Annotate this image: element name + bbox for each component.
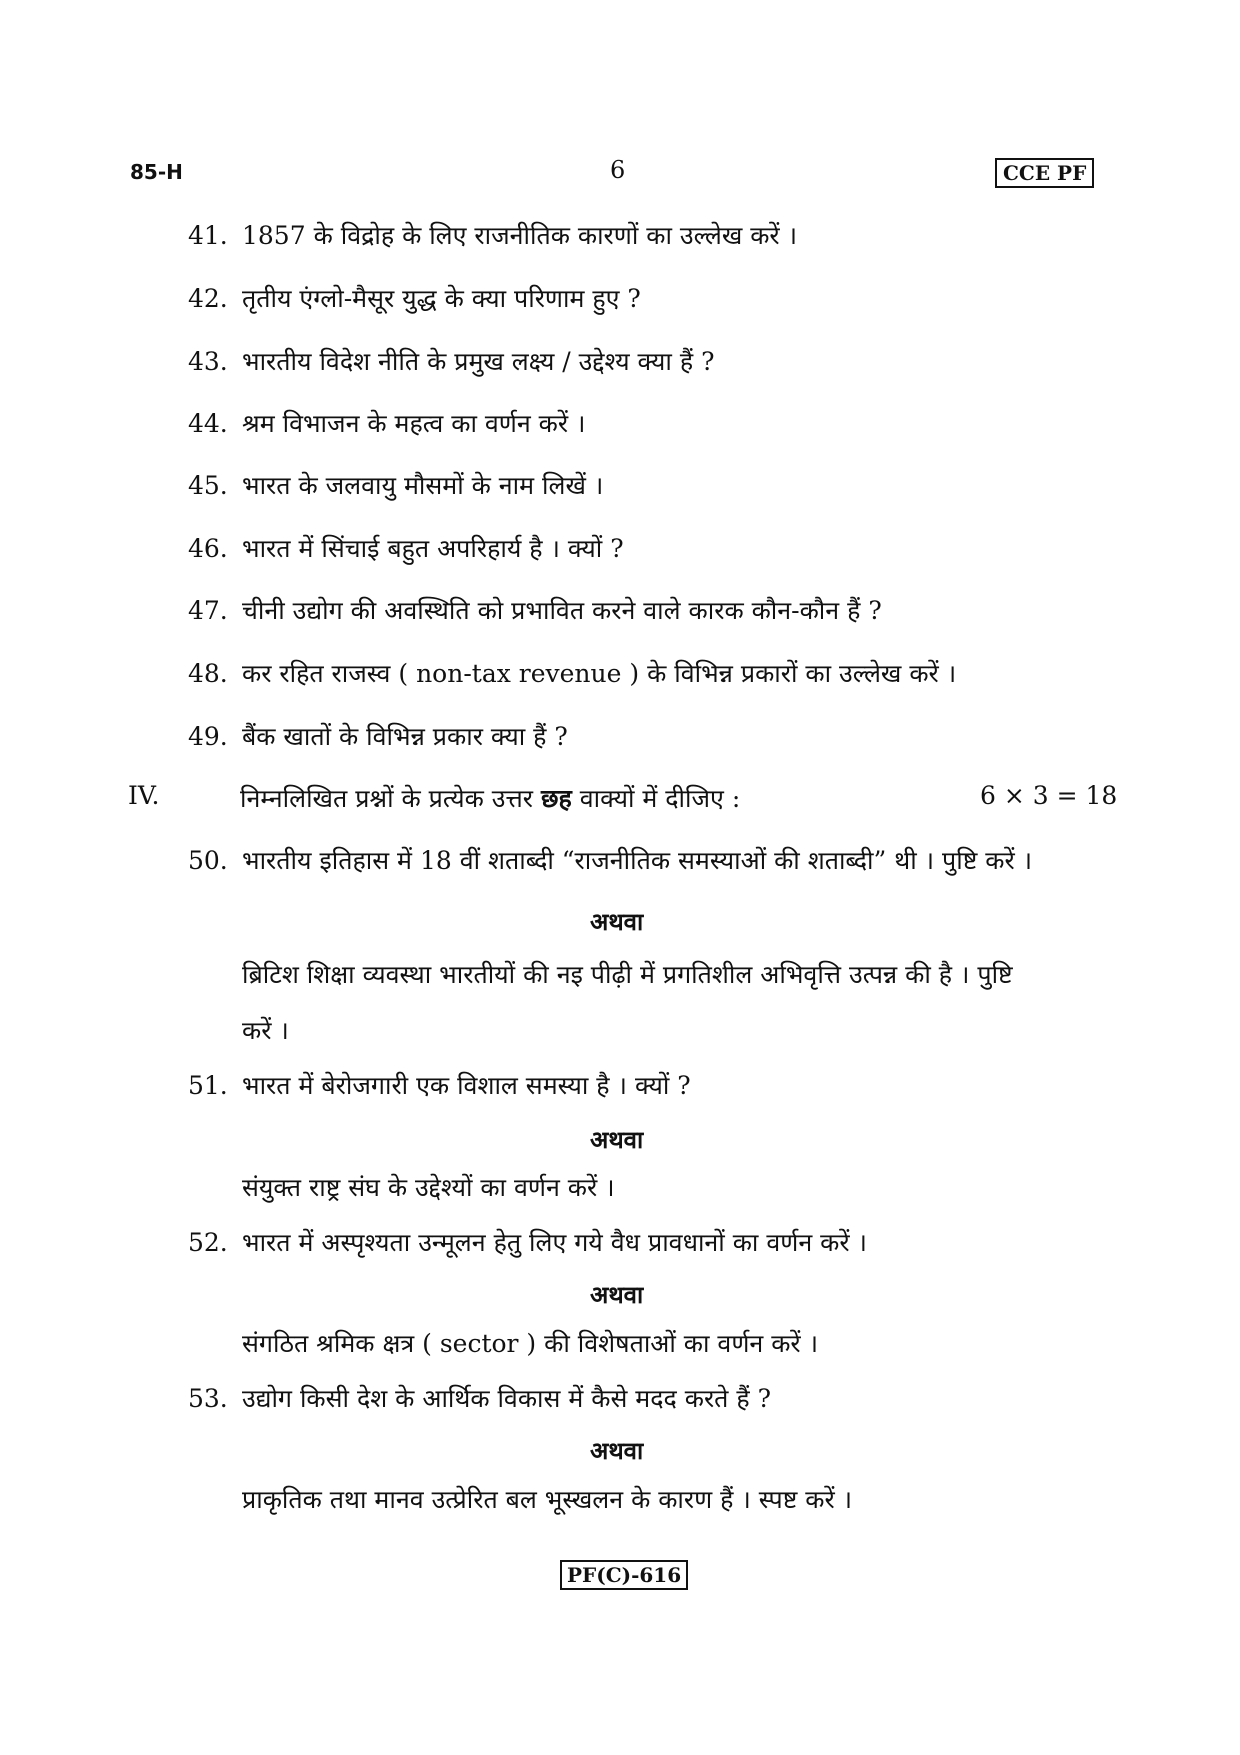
question-50-alt-line2: करें । — [242, 1016, 289, 1045]
question-45: 45. भारत के जलवायु मौसमों के नाम लिखें । — [188, 471, 604, 500]
question-44: 44. श्रम विभाजन के महत्व का वर्णन करें । — [188, 409, 586, 438]
question-53: 53. उद्योग किसी देश के आर्थिक विकास में कैसे मदद करते हैं ? — [188, 1384, 771, 1413]
question-47: 47. चीनी उद्योग की अवस्थिति को प्रभावित करने वाले कारक कौन-कौन हैं ? — [188, 596, 882, 625]
question-49: 49. बैंक खातों के विभिन्न प्रकार क्या हैं ? — [188, 722, 568, 751]
page-number: 6 — [610, 156, 626, 184]
question-48: 48. कर रहित राजस्व ( non-tax revenue ) के विभिन्न प्रकारों का उल्लेख करें । — [188, 659, 957, 688]
question-52-alt: संगठित श्रमिक क्षत्र ( sector ) की विशेषताओं का वर्णन करें । — [242, 1329, 819, 1358]
paper-code: 85-H — [130, 160, 183, 184]
question-53-alt: प्राकृतिक तथा मानव उत्प्रेरित बल भूस्खलन के कारण हैं । स्पष्ट करें । — [242, 1485, 853, 1514]
section-number: IV. — [128, 781, 160, 810]
question-50-alt-line1: ब्रिटिश शिक्षा व्यवस्था भारतीयों की नइ पीढ़ी में प्रगतिशील अभिवृत्ति उत्पन्न की है । पुष्टि — [242, 960, 1013, 989]
or-label: अथवा — [590, 1125, 644, 1154]
section-marks: 6 × 3 = 18 — [980, 781, 1118, 810]
question-43: 43. भारतीय विदेश नीति के प्रमुख लक्ष्य / उद्देश्य क्या हैं ? — [188, 347, 715, 376]
question-46: 46. भारत में सिंचाई बहुत अपरिहार्य है । क्यों ? — [188, 534, 624, 563]
question-52: 52. भारत में अस्पृश्यता उन्मूलन हेतु लिए गये वैध प्रावधानों का वर्णन करें । — [188, 1228, 867, 1257]
or-label: अथवा — [590, 1436, 644, 1465]
footer-code: PF(C)-616 — [560, 1560, 688, 1590]
series-badge: CCE PF — [995, 158, 1094, 188]
section-instruction: निम्नलिखित प्रश्नों के प्रत्येक उत्तर छह वाक्यों में दीजिए : — [240, 784, 741, 813]
question-51: 51. भारत में बेरोजगारी एक विशाल समस्या है । क्यों ? — [188, 1071, 691, 1100]
or-label: अथवा — [590, 1280, 644, 1309]
question-51-alt: संयुक्त राष्ट्र संघ के उद्देश्यों का वर्णन करें । — [242, 1173, 615, 1202]
question-50: 50. भारतीय इतिहास में 18 वीं शताब्दी “राजनीतिक समस्याओं की शताब्दी” थी । पुष्टि करें । — [188, 846, 1033, 875]
or-label: अथवा — [590, 907, 644, 936]
question-42: 42. तृतीय एंग्लो-मैसूर युद्ध के क्या परिणाम हुए ? — [188, 284, 641, 313]
question-41: 41. 1857 के विद्रोह के लिए राजनीतिक कारणों का उल्लेख करें । — [188, 221, 798, 250]
